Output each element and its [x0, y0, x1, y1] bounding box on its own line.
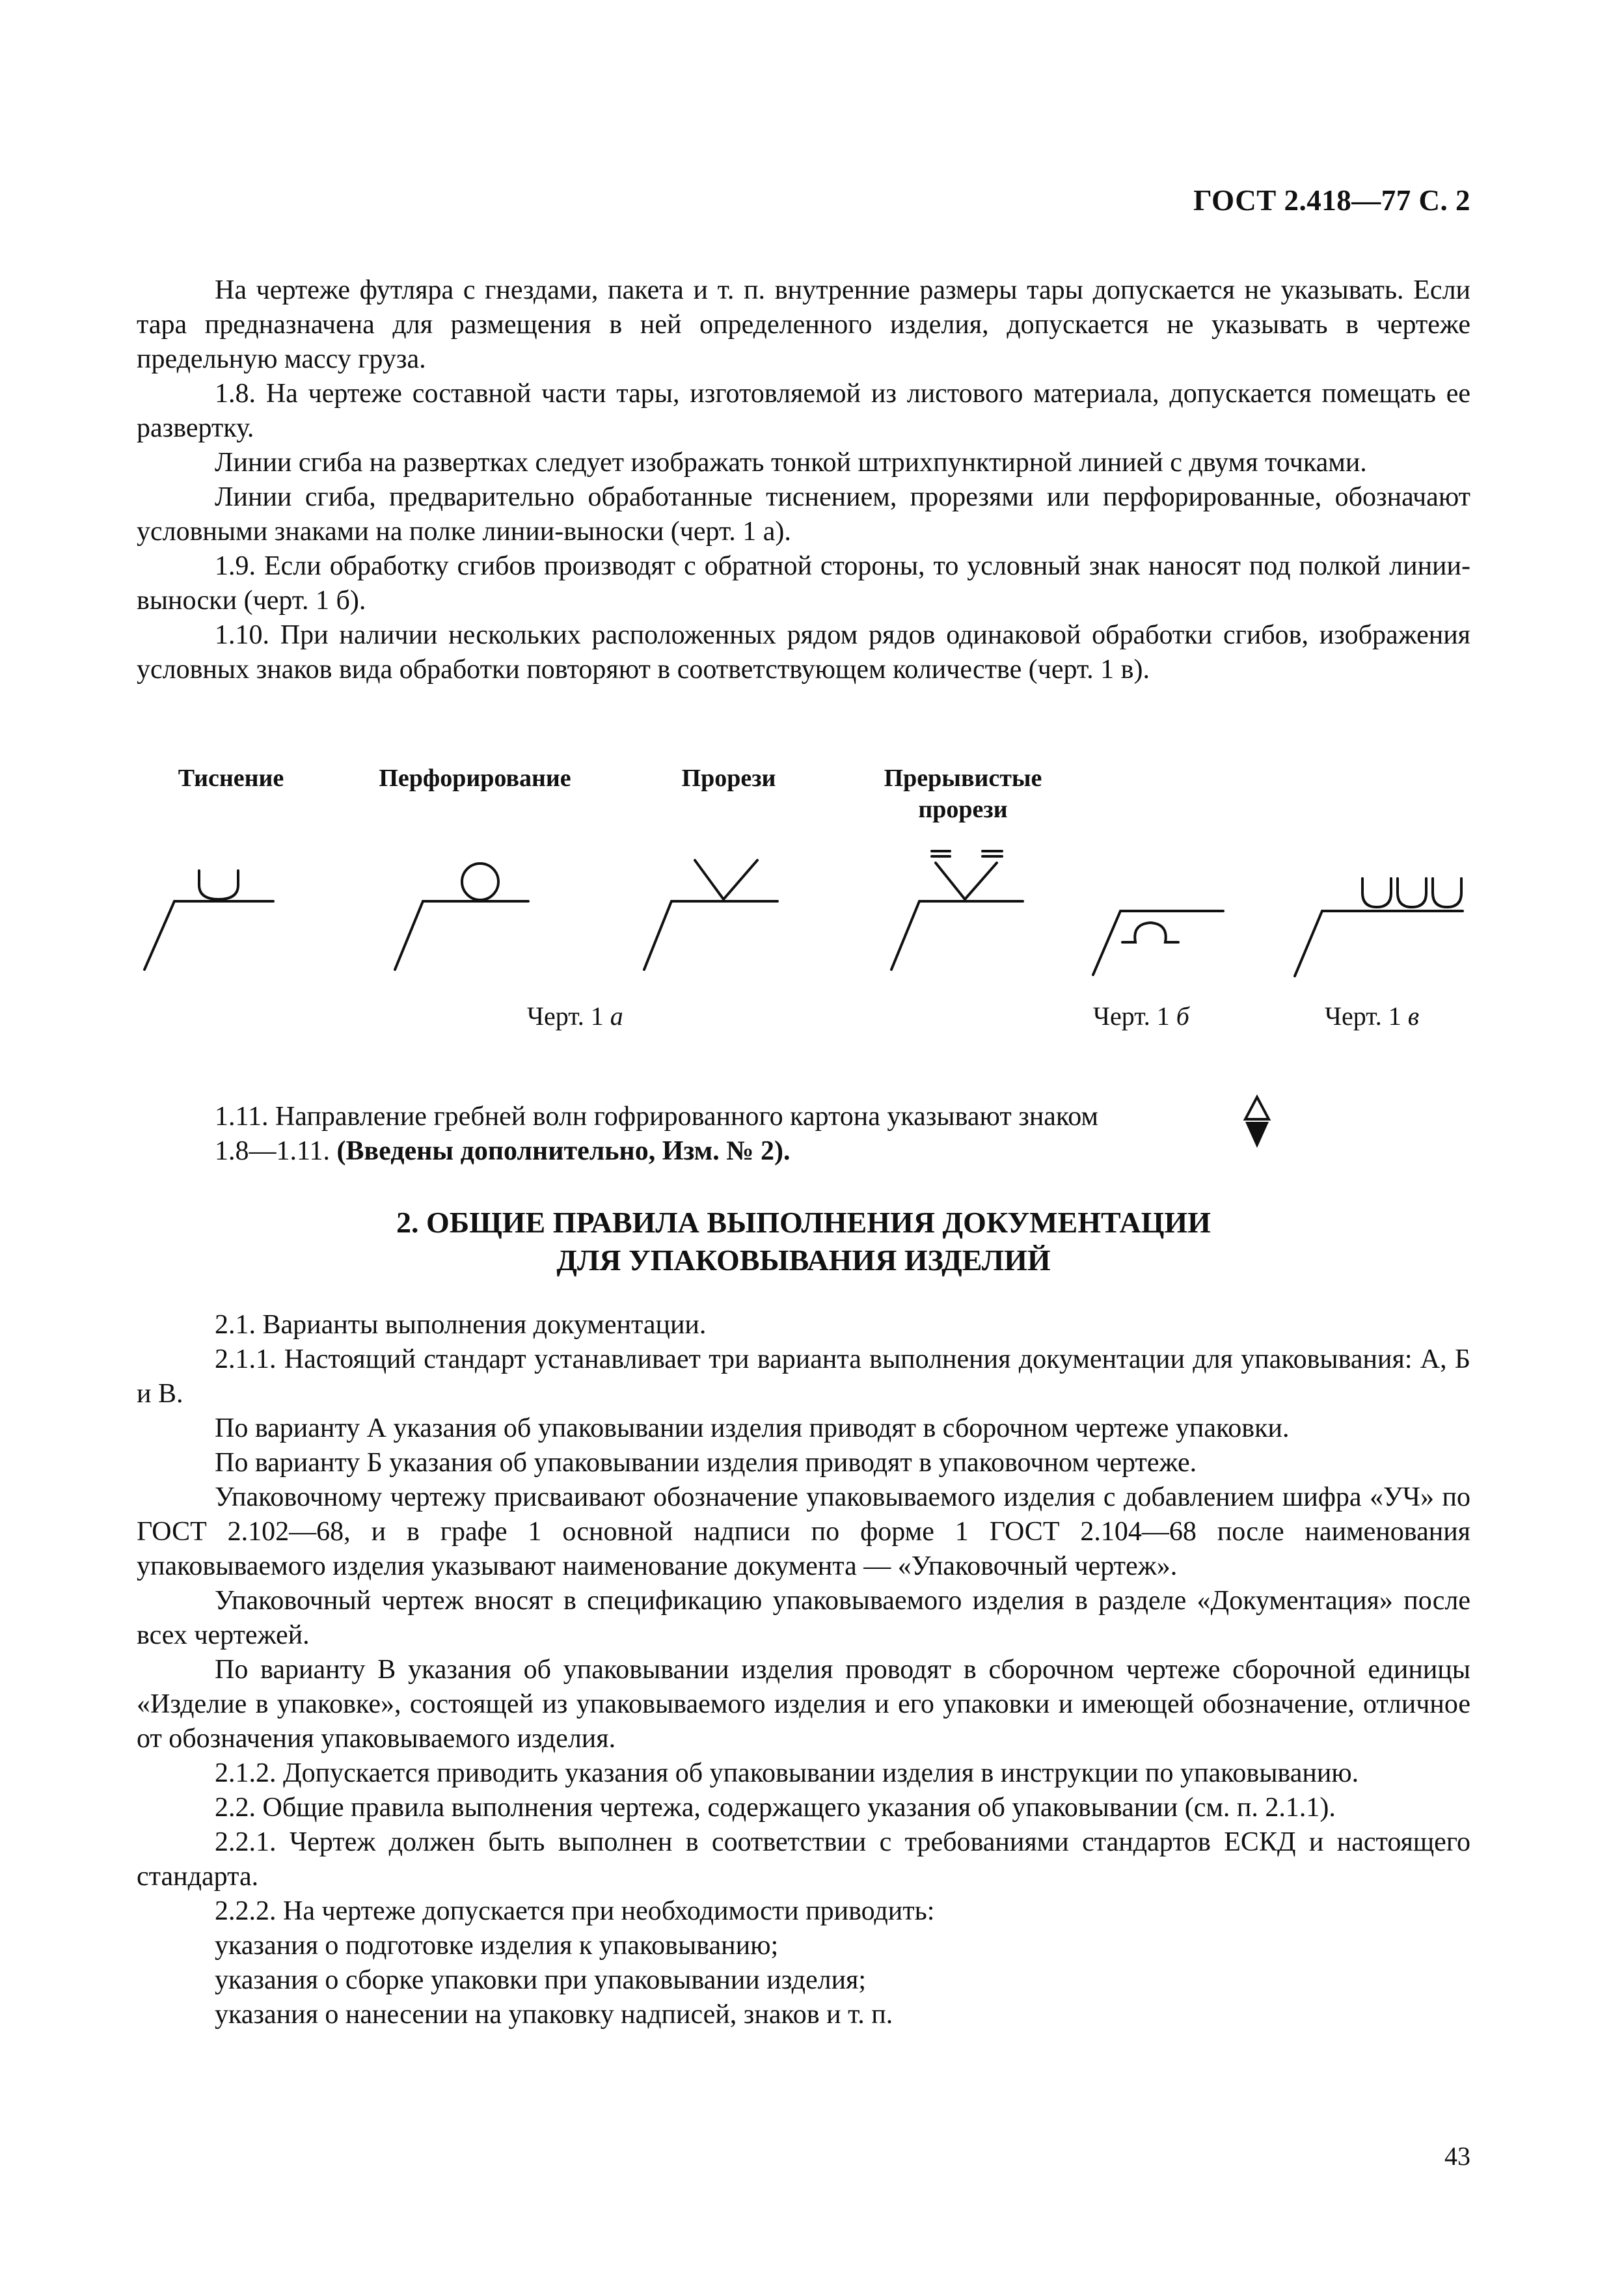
section-title-line: 2. ОБЩИЕ ПРАВИЛА ВЫПОЛНЕНИЯ ДОКУМЕНТАЦИИ	[396, 1206, 1211, 1239]
label-line: прорези	[918, 796, 1008, 823]
paragraph: По варианту А указания об упаковывании изделия приводят в сборочном чертеже упаковки.	[215, 1413, 1290, 1443]
section-title-line: ДЛЯ УПАКОВЫВАНИЯ ИЗДЕЛИЙ	[556, 1244, 1051, 1277]
paragraph: 2.2.1. Чертеж должен быть выполнен в соответствии с требованиями стандартов ЕСКД и настоящего стандарта.	[137, 1827, 1470, 1892]
section-paragraphs	[137, 1308, 1470, 2032]
embossing-symbol	[144, 871, 273, 970]
paragraph: Упаковочный чертеж вносят в спецификацию упаковываемого изделия в разделе «Документация» после всех чертежей.	[137, 1586, 1470, 1650]
list-item: указания о сборке упаковки при упаковывании изделия;	[215, 1965, 867, 1995]
list-item: указания о подготовке изделия к упаковыванию;	[215, 1931, 779, 1961]
page-number: 43	[1444, 2141, 1470, 2171]
list-item: указания о нанесении на упаковку надписей, знаков и т. п.	[215, 2000, 893, 2030]
caption-fig-1a: Черт. 1 а	[527, 1001, 623, 1031]
paragraph: 2.2. Общие правила выполнения чертежа, содержащего указания об упаковывании (см. п. 2.1.1).	[215, 1793, 1336, 1823]
label-slits: Прорези	[681, 765, 776, 792]
paragraph: 2.1.1. Настоящий стандарт устанавливает три варианта выполнения документации для упаковывания: А, Б и В.	[137, 1344, 1470, 1409]
paragraph: Линии сгиба на развертках следует изображать тонкой штрихпунктирной линией с двумя точками.	[215, 448, 1367, 478]
paragraph: 1.8. На чертеже составной части тары, изготовляемой из листового материала, допускается помещать ее развертку.	[137, 379, 1470, 443]
note-1-11: 1.11. Направление гребней волн гофрированного картона указывают знаком	[215, 1102, 1098, 1132]
label-line: Прерывистые	[884, 765, 1042, 792]
perforation-symbol	[395, 863, 528, 970]
label-perforation: Перфорирование	[379, 765, 571, 792]
paragraph: 2.2.2. На чертеже допускается при необходимости приводить:	[215, 1896, 935, 1926]
reverse-embossing-symbol	[1093, 911, 1223, 975]
paragraph: 1.10. При наличии нескольких расположенных рядом рядов одинаковой обработки сгибов, изображения условных знаков вида обработки повторяют в соответствующем количестве (черт. 1 в).	[137, 620, 1470, 685]
paragraph: Упаковочному чертежу присваивают обозначение упаковываемого изделия с добавлением шифра «УЧ» по ГОСТ 2.102—68, и в графе 1 основной надписи по форме 1 ГОСТ 2.104—68 после наименования упаковываемого изделия указывают наименование документа — «Упаковочный чертеж».	[137, 1482, 1470, 1581]
repeated-embossing-symbol	[1295, 878, 1463, 976]
paragraph: 1.9. Если обработку сгибов производят с обратной стороны, то условный знак наносят под полкой линии-выноски (черт. 1 б).	[137, 551, 1470, 616]
page-header: ГОСТ 2.418—77 С. 2	[1193, 184, 1470, 217]
corrugation-direction-icon	[1245, 1097, 1269, 1148]
paragraph: На чертеже футляра с гнездами, пакета и т. п. внутренние размеры тары допускается не указывать. Если тара предназначена для размещения в ней определенного изделия, допускается не указывать в чертеже предельную массу груза.	[137, 275, 1470, 374]
caption-fig-1v: Черт. 1 в	[1325, 1001, 1420, 1031]
label-embossing: Тиснение	[178, 765, 284, 792]
slit-symbol	[644, 860, 778, 970]
paragraph: 2.1.2. Допускается приводить указания об упаковывании изделия в инструкции по упаковыванию.	[215, 1758, 1359, 1788]
note-amendment: 1.8—1.11. (Введены дополнительно, Изм. № 2).	[215, 1136, 791, 1166]
paragraph: По варианту В указания об упаковывании изделия проводят в сборочном чертеже сборочной единицы «Изделие в упаковке», состоящей из упаковываемого изделия и его упаковки и имеющей обозначение, отличное от обозначения упаковываемого изделия.	[137, 1655, 1470, 1754]
paragraph: 2.1. Варианты выполнения документации.	[215, 1310, 707, 1340]
section-title	[137, 1204, 1470, 1279]
paragraph: По варианту Б указания об упаковывании изделия приводят в упаковочном чертеже.	[215, 1448, 1197, 1478]
intermittent-slit-symbol	[891, 851, 1023, 970]
caption-fig-1b: Черт. 1 б	[1093, 1001, 1189, 1031]
paragraph: Линии сгиба, предварительно обработанные тиснением, прорезями или перфорированные, обозначают условными знаками на полке линии-выноски (черт. 1 а).	[137, 482, 1470, 547]
